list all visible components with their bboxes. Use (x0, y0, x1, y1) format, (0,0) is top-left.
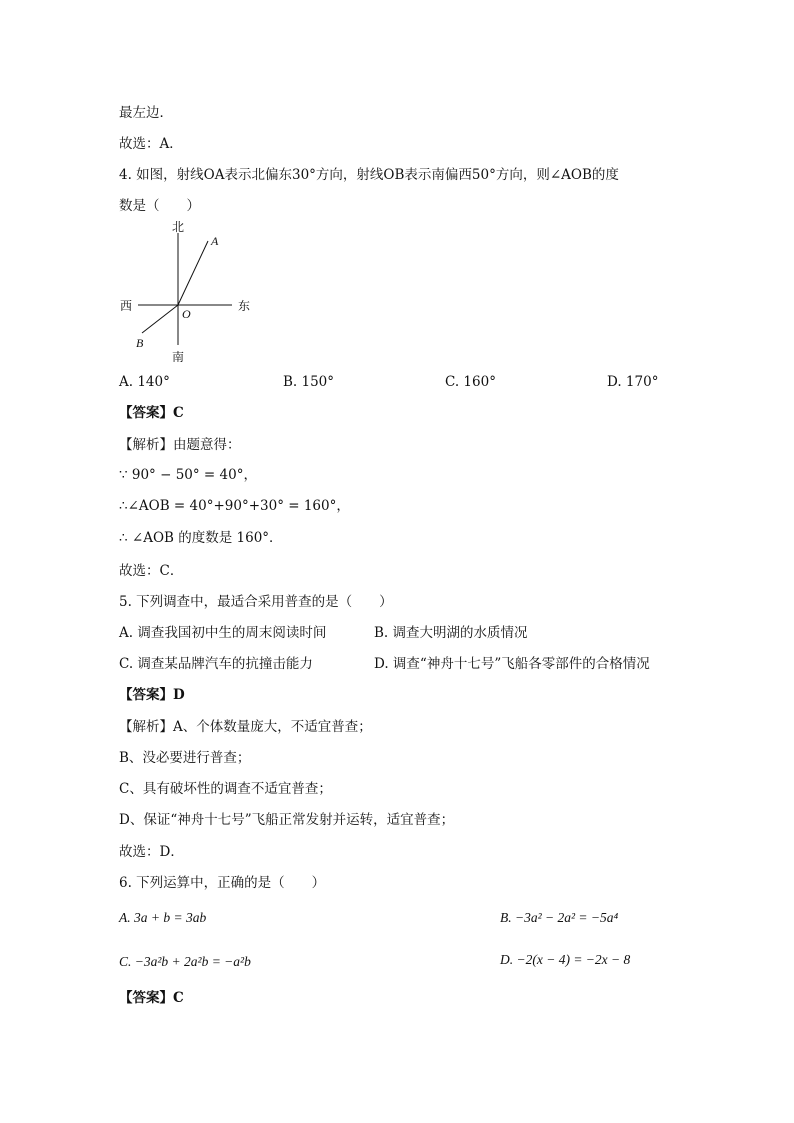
ray-ob (142, 305, 178, 333)
q5-option-a: A. 调查我国初中生的周末阅读时间 (119, 625, 327, 641)
q5-answer: 【答案】D (119, 687, 185, 703)
q5-explanation: C、具有破坏性的调查不适宜普查； (119, 781, 332, 797)
question-4-stem-cont: 数是（ ） (119, 198, 200, 214)
label-west: 西 (120, 299, 133, 313)
q4-option-b: B. 150° (283, 374, 335, 390)
q6-option-d: D. −2(x − 4) = −2x − 8 (500, 952, 631, 967)
label-east: 东 (238, 299, 251, 313)
direction-diagram (110, 215, 270, 370)
question-5-stem: 5. 下列调查中，最适合采用普查的是（ ） (119, 594, 393, 610)
q4-explanation: ∴∠AOB = 40°+90°+30° = 160°， (119, 498, 350, 514)
label-south: 南 (172, 350, 185, 364)
q6-option-c: C. −3a²b + 2a²b = −a²b (119, 954, 251, 969)
label-b: B (136, 336, 144, 350)
q5-explanation: B、没必要进行普查； (119, 750, 251, 766)
q4-answer: 【答案】C (119, 405, 184, 421)
q4-choice: 故选：C． (119, 563, 184, 579)
q6-answer: 【答案】C (119, 990, 184, 1006)
q6-option-a: A. 3a + b = 3ab (119, 910, 207, 925)
text-line: 最左边． (119, 105, 173, 121)
label-north: 北 (172, 220, 185, 234)
label-o: O (182, 307, 191, 321)
q5-option-d: D. 调查“神舟十七号”飞船各零部件的合格情况 (374, 656, 650, 672)
q5-explanation: D、保证“神舟十七号”飞船正常发射并运转，适宜普查； (119, 812, 455, 828)
question-6-stem: 6. 下列运算中，正确的是（ ） (119, 875, 326, 891)
q6-option-b: B. −3a² − 2a² = −5a⁴ (500, 910, 619, 925)
q5-choice: 故选：D． (119, 844, 184, 860)
q5-option-c: C. 调查某品牌汽车的抗撞击能力 (119, 656, 313, 672)
q4-explanation: ∵ 90° − 50° = 40°， (119, 467, 257, 483)
q4-option-d: D. 170° (607, 374, 659, 390)
q4-option-c: C. 160° (445, 374, 496, 390)
q4-option-a: A. 140° (119, 374, 170, 390)
label-a: A (211, 234, 219, 248)
q5-option-b: B. 调查大明湖的水质情况 (374, 625, 528, 641)
ray-oa (178, 241, 208, 305)
text-line: 故选：A． (119, 136, 183, 152)
q4-explanation: 【解析】由题意得： (119, 437, 241, 453)
question-4-stem: 4. 如图，射线OA表示北偏东30°方向，射线OB表示南偏西50°方向，则∠AOB的度 (119, 167, 619, 183)
q5-explanation: 【解析】A、个体数量庞大，不适宜普查； (119, 719, 372, 735)
q4-explanation: ∴ ∠AOB 的度数是 160°． (119, 530, 283, 546)
